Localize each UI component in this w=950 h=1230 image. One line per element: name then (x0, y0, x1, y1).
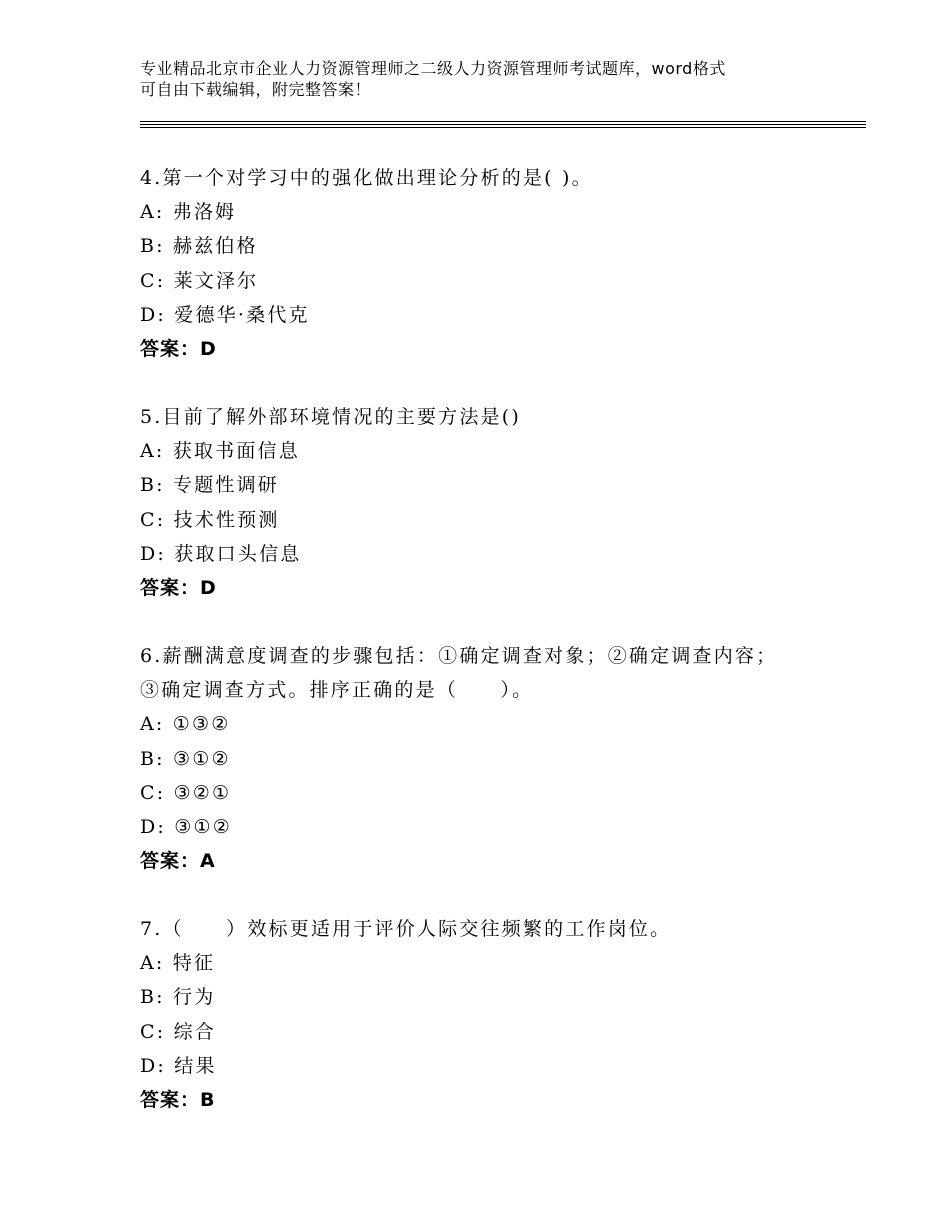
question-5 (140, 400, 860, 605)
header-divider-middle (140, 124, 866, 125)
header-line-1: 专业精品北京市企业人力资源管理师之二级人力资源管理师考试题库，word格式 (140, 59, 726, 78)
option-d: D: ③①② (140, 815, 232, 838)
header-line-2: 可自由下载编辑，附完整答案！ (140, 80, 372, 99)
document-header (140, 58, 840, 100)
option-a: A: ①③② (140, 713, 231, 736)
option-b: B: ③①② (140, 747, 231, 770)
answer-line: 答案：A (140, 850, 216, 873)
option-c: C: 综合 (140, 1020, 216, 1043)
option-c: C: 莱文泽尔 (140, 269, 259, 292)
option-d: D: 爱德华·桑代克 (140, 303, 310, 326)
option-a: A: 获取书面信息 (140, 440, 300, 463)
answer-line: 答案：D (140, 337, 217, 360)
question-stem: 5.目前了解外部环境情况的主要方法是() (140, 406, 521, 428)
option-a: A: 特征 (140, 952, 216, 975)
option-d: D: 结果 (140, 1054, 217, 1077)
option-a: A: 弗洛姆 (140, 201, 237, 224)
answer-line: 答案：D (140, 576, 217, 599)
option-c: C: ③②① (140, 781, 232, 804)
option-b: B: 行为 (140, 986, 216, 1009)
option-b: B: 专题性调研 (140, 474, 280, 497)
question-stem-line-2: ③确定调查方式。排序正确的是（ ）。 (140, 679, 534, 702)
question-6 (140, 639, 860, 878)
option-c: C: 技术性预测 (140, 508, 280, 531)
question-4 (140, 161, 860, 366)
option-b: B: 赫兹伯格 (140, 235, 258, 258)
question-stem: 4.第一个对学习中的强化做出理论分析的是( )。 (140, 167, 593, 189)
header-divider-bottom (140, 127, 866, 128)
question-stem: 7.（ ）效标更适用于评价人际交往频繁的工作岗位。 (140, 918, 672, 940)
question-stem-line-1: 6.薪酬满意度调查的步骤包括：①确定调查对象；②确定调查内容； (140, 645, 778, 667)
option-d: D: 获取口头信息 (140, 542, 302, 565)
answer-line: 答案：B (140, 1088, 216, 1111)
question-7 (140, 912, 860, 1117)
header-divider-top (140, 121, 866, 122)
